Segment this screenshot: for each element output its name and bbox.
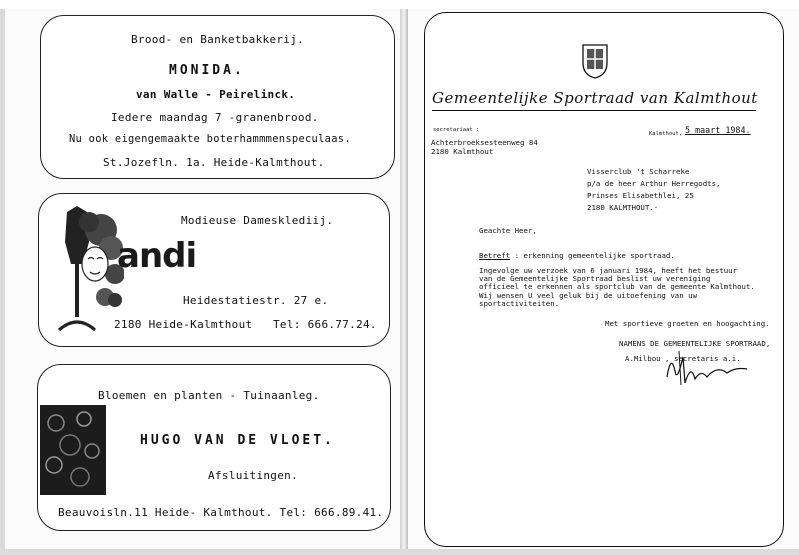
ad-bakery-address: St.Jozefln. 1a. Heide-Kalmthout. xyxy=(103,156,325,169)
salutation: Geachte Heer, xyxy=(479,226,537,235)
ad-bakery-line4: Iedere maandag 7 -granenbrood. xyxy=(111,111,319,124)
left-edge xyxy=(0,9,5,549)
ad-garden-line3: Afsluitingen. xyxy=(208,469,298,482)
recipient-line1: Visserclub 't Scharreke xyxy=(587,167,690,176)
sender-line1: Achterbroeksesteenweg 84 xyxy=(431,138,538,147)
closing: Met sportieve groeten en hoogachting. xyxy=(605,319,770,328)
ad-garden-name: HUGO VAN DE VLOET. xyxy=(140,433,335,448)
ad-fashion-city: 2180 Heide-Kalmthout xyxy=(114,318,253,331)
ad-bakery-name: MONIDA. xyxy=(169,63,245,78)
ad-garden-line1: Bloemen en planten - Tuinaanleg. xyxy=(98,389,320,402)
body-line1: Ingevolge uw verzoek van 6 januari 1984, heeft het bestuur xyxy=(479,266,738,275)
subject-label: Betreft xyxy=(479,251,511,260)
flower-illustration xyxy=(40,405,106,495)
subject-text: : erkenning gemeentelijke sportraad. xyxy=(510,251,675,260)
signature-scribble xyxy=(661,343,751,387)
letter-date: 5 maart 1984. xyxy=(685,125,751,135)
ad-fashion-street: Heidestatiestr. 27 e. xyxy=(183,294,329,307)
ad-fashion-line1: Modieuse Damesklediij. xyxy=(181,214,334,227)
ad-bakery-line5: Nu ook eigengemaakte boterhammmenspeculaas. xyxy=(69,133,351,145)
sender-line2: 2180 Kalmthout xyxy=(431,147,494,156)
ad-garden xyxy=(37,364,391,531)
coat-of-arms-icon xyxy=(581,43,609,79)
letter-frame xyxy=(424,12,784,547)
ad-fashion-logo: andi xyxy=(117,236,197,276)
body-line4: Wij wensen U veel geluk bij de uitoefening van uw xyxy=(479,291,698,300)
place-label: Kalmthout, xyxy=(649,131,683,137)
ad-bakery-line3: van Walle - Peirelinck. xyxy=(136,88,296,101)
body-line2: van de Gemeentelijke Sportraad beslist uw vereniging xyxy=(479,274,711,283)
body-line3: officieel te erkennen als sportclub van de gemeente Kalmthout. xyxy=(479,282,755,291)
signoff-line1: NAMENS DE GEMEENTELIJKE SPORTRAAD, xyxy=(619,339,771,348)
ad-fashion-phone: Tel: 666.77.24. xyxy=(273,318,377,331)
letter-header: Gemeentelijke Sportraad van Kalmthout xyxy=(432,89,758,107)
ad-garden-address: Beauvoisln.11 Heide- Kalmthout. Tel: 666.89.41. xyxy=(58,506,384,519)
body-line5: sportactiviteiten. xyxy=(479,299,560,308)
recipient-line4: 2180 KALMTHOUT.- xyxy=(587,203,659,212)
mannequin-illustration xyxy=(49,202,124,337)
ad-fashion xyxy=(38,193,390,347)
ad-bakery xyxy=(40,15,395,179)
header-rule xyxy=(432,110,756,111)
secretariat-label: secretariaat : xyxy=(433,127,480,133)
recipient-line2: p/a de heer Arthur Herregodts, xyxy=(587,179,721,188)
signoff-line2: A.Milbou , secretaris a.i. xyxy=(625,354,741,363)
ad-bakery-line1: Brood- en Banketbakkerij. xyxy=(131,33,305,46)
recipient-line3: Prinses Elisabethlei, 25 xyxy=(587,191,694,200)
subject-line xyxy=(479,251,675,260)
page-gutter xyxy=(400,9,408,549)
